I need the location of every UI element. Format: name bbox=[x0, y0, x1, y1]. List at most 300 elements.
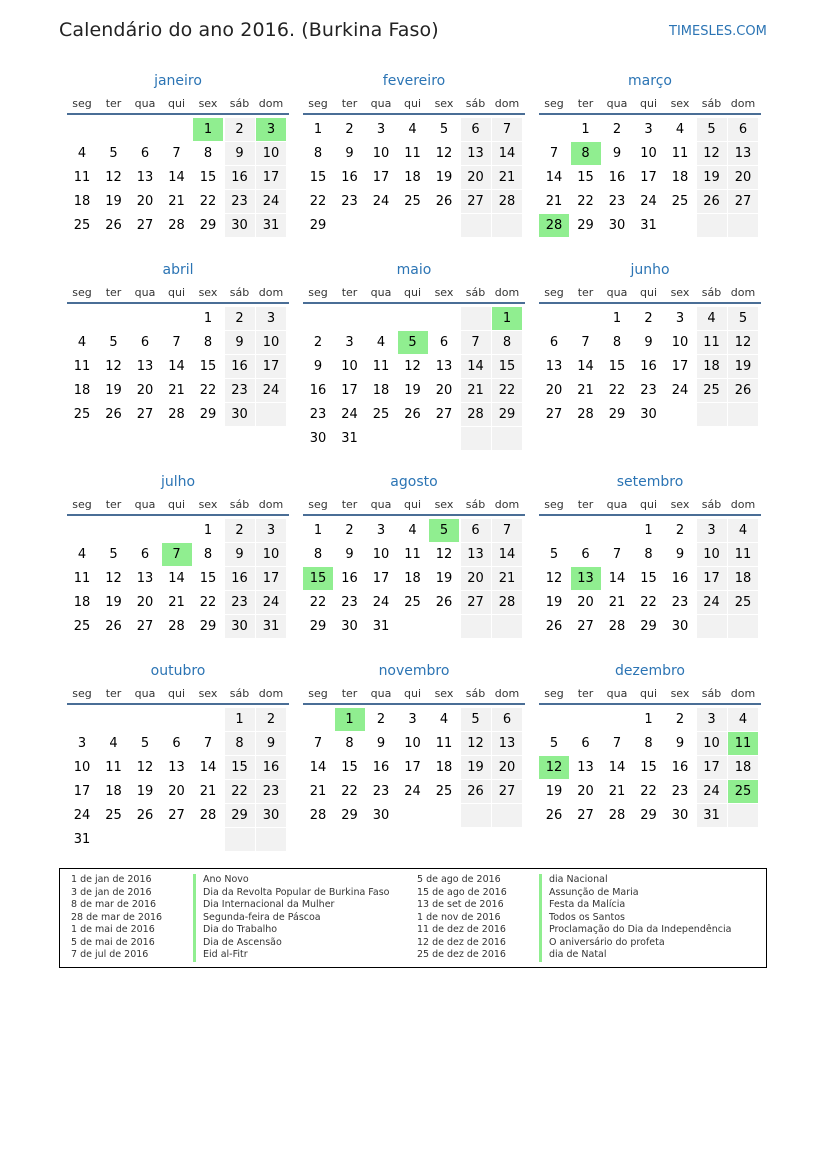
day-cell: 22 bbox=[309, 194, 327, 209]
day-cell: 25 bbox=[404, 595, 421, 610]
day-cell: 12 bbox=[435, 547, 453, 562]
month-name: setembro bbox=[616, 474, 684, 490]
day-cell: 29 bbox=[492, 403, 522, 426]
month-dezembro bbox=[539, 662, 761, 823]
weekday-label: seg bbox=[544, 97, 564, 110]
day-cell: 13 bbox=[168, 760, 185, 775]
day-cell: 14 bbox=[608, 760, 626, 775]
holiday-name: Segunda-feira de Páscoa bbox=[193, 912, 321, 925]
month-name: junho bbox=[630, 262, 670, 278]
day-cell: 4 bbox=[697, 307, 727, 330]
day-cell: 4 bbox=[109, 736, 118, 751]
day-cell: 12 bbox=[105, 571, 122, 586]
day-cell: 5 bbox=[697, 118, 727, 141]
weekday-label: dom bbox=[494, 498, 520, 511]
day-cell: 28 bbox=[577, 407, 594, 422]
day-cell: 24 bbox=[671, 383, 689, 398]
day-cell: 29 bbox=[608, 407, 626, 422]
weekday-label: qua bbox=[370, 286, 392, 299]
weekday-label: qui bbox=[167, 687, 185, 700]
weekday-label: sex bbox=[198, 286, 218, 299]
day-cell: 21 bbox=[492, 166, 522, 189]
day-cell: 26 bbox=[461, 780, 491, 803]
day-cell: 13 bbox=[461, 543, 491, 566]
day-cell: 22 bbox=[577, 194, 594, 209]
holiday-day-cell: 25 bbox=[728, 780, 758, 803]
day-cell: 19 bbox=[105, 383, 122, 398]
day-cell: 9 bbox=[225, 142, 255, 165]
empty-weekend-cell bbox=[728, 615, 758, 638]
day-cell: 31 bbox=[73, 832, 91, 847]
day-cell: 2 bbox=[225, 307, 255, 330]
weekday-label: dom bbox=[494, 286, 520, 299]
day-cell: 23 bbox=[640, 383, 657, 398]
day-cell: 27 bbox=[545, 407, 563, 422]
weekday-label: qua bbox=[134, 687, 156, 700]
day-cell: 9 bbox=[225, 543, 255, 566]
day-cell: 16 bbox=[256, 756, 286, 779]
holiday-name: O aniversário do profeta bbox=[539, 937, 665, 950]
weekday-label: seg bbox=[72, 687, 92, 700]
weekday-label: qua bbox=[606, 498, 628, 511]
day-cell: 8 bbox=[203, 146, 213, 161]
day-cell: 22 bbox=[199, 595, 217, 610]
day-cell: 27 bbox=[461, 591, 491, 614]
day-cell: 20 bbox=[577, 784, 594, 799]
empty-weekend-cell bbox=[256, 828, 286, 851]
weekday-label: seg bbox=[544, 687, 564, 700]
day-cell: 30 bbox=[341, 619, 358, 634]
holiday-date: 1 de jan de 2016 bbox=[71, 874, 152, 885]
day-cell: 3 bbox=[256, 519, 286, 542]
weekday-label: qui bbox=[403, 687, 421, 700]
day-cell: 7 bbox=[313, 736, 323, 751]
weekday-label: qua bbox=[606, 286, 628, 299]
day-cell: 22 bbox=[199, 194, 217, 209]
day-cell: 2 bbox=[376, 712, 386, 727]
day-cell: 26 bbox=[728, 379, 758, 402]
day-cell: 21 bbox=[577, 383, 594, 398]
day-cell: 3 bbox=[644, 122, 653, 137]
day-cell: 31 bbox=[640, 218, 657, 233]
day-cell: 16 bbox=[341, 571, 358, 586]
day-cell: 19 bbox=[545, 784, 563, 799]
day-cell: 1 bbox=[644, 712, 653, 727]
holiday-date: 13 de set de 2016 bbox=[417, 899, 504, 910]
empty-weekend-cell bbox=[256, 403, 286, 426]
day-cell: 28 bbox=[608, 619, 626, 634]
weekday-header bbox=[539, 284, 761, 304]
weekday-label: dom bbox=[730, 498, 756, 511]
day-cell: 26 bbox=[435, 595, 453, 610]
holiday-legend-item bbox=[71, 899, 335, 912]
day-cell: 19 bbox=[461, 756, 491, 779]
day-cell: 31 bbox=[372, 619, 390, 634]
day-cell: 1 bbox=[313, 523, 323, 538]
holiday-day-cell: 28 bbox=[539, 214, 569, 237]
day-cell: 27 bbox=[492, 780, 522, 803]
day-cell: 22 bbox=[199, 383, 217, 398]
month-novembro bbox=[303, 662, 525, 823]
day-cell: 25 bbox=[105, 808, 122, 823]
month-name: dezembro bbox=[615, 663, 685, 679]
day-cell: 9 bbox=[675, 736, 685, 751]
holiday-legend-item bbox=[417, 874, 608, 887]
day-cell: 10 bbox=[404, 736, 421, 751]
day-cell: 2 bbox=[345, 523, 354, 538]
holiday-legend-item bbox=[417, 949, 607, 962]
day-cell: 10 bbox=[372, 547, 390, 562]
day-cell: 5 bbox=[109, 146, 118, 161]
weekday-label: qui bbox=[167, 286, 185, 299]
day-cell: 18 bbox=[73, 194, 91, 209]
day-cell: 8 bbox=[313, 146, 323, 161]
empty-weekend-cell bbox=[697, 403, 727, 426]
weekday-label: seg bbox=[308, 687, 328, 700]
day-cell: 11 bbox=[404, 146, 421, 161]
day-cell: 31 bbox=[256, 214, 286, 237]
day-cell: 25 bbox=[435, 784, 453, 799]
weekday-label: qui bbox=[167, 498, 185, 511]
weekday-label: ter bbox=[341, 498, 358, 511]
weekday-label: sáb bbox=[465, 687, 486, 700]
month-julho bbox=[67, 473, 289, 634]
day-cell: 12 bbox=[105, 359, 122, 374]
day-cell: 23 bbox=[608, 194, 626, 209]
day-cell: 17 bbox=[73, 784, 91, 799]
day-cell: 10 bbox=[256, 543, 286, 566]
weekday-label: seg bbox=[308, 498, 328, 511]
weekday-label: sáb bbox=[229, 687, 250, 700]
day-cell: 22 bbox=[225, 780, 255, 803]
day-cell: 13 bbox=[136, 359, 154, 374]
day-cell: 18 bbox=[404, 170, 421, 185]
weekday-label: ter bbox=[105, 286, 122, 299]
day-cell: 3 bbox=[697, 708, 727, 731]
month-name: julho bbox=[160, 474, 196, 490]
day-cell: 18 bbox=[372, 383, 390, 398]
weekday-label: ter bbox=[577, 687, 594, 700]
weekday-label: sáb bbox=[229, 286, 250, 299]
month-name: agosto bbox=[390, 474, 438, 490]
day-cell: 5 bbox=[461, 708, 491, 731]
weekday-label: sex bbox=[198, 498, 218, 511]
day-cell: 25 bbox=[73, 218, 91, 233]
day-cell: 22 bbox=[309, 595, 327, 610]
weekday-header bbox=[303, 685, 525, 705]
weekday-header bbox=[67, 685, 289, 705]
day-cell: 12 bbox=[136, 760, 154, 775]
day-cell: 24 bbox=[697, 780, 727, 803]
day-cell: 18 bbox=[728, 756, 758, 779]
day-cell: 1 bbox=[313, 122, 323, 137]
holiday-name: Festa da Malícia bbox=[539, 899, 625, 912]
day-cell: 14 bbox=[199, 760, 217, 775]
day-cell: 5 bbox=[140, 736, 150, 751]
day-cell: 14 bbox=[608, 571, 626, 586]
day-cell: 18 bbox=[697, 355, 727, 378]
weekday-label: sex bbox=[670, 286, 690, 299]
day-cell: 12 bbox=[728, 331, 758, 354]
day-cell: 21 bbox=[168, 595, 185, 610]
day-cell: 11 bbox=[728, 543, 758, 566]
day-cell: 14 bbox=[492, 142, 522, 165]
day-cell: 24 bbox=[404, 784, 421, 799]
day-cell: 25 bbox=[73, 407, 91, 422]
day-cell: 9 bbox=[313, 359, 323, 374]
day-cell: 23 bbox=[225, 379, 255, 402]
weekday-header bbox=[539, 685, 761, 705]
empty-weekend-cell bbox=[728, 403, 758, 426]
day-cell: 24 bbox=[372, 194, 390, 209]
day-cell: 15 bbox=[199, 359, 217, 374]
day-cell: 23 bbox=[341, 595, 358, 610]
day-cell: 16 bbox=[341, 170, 358, 185]
day-cell: 30 bbox=[608, 218, 626, 233]
weekday-label: dom bbox=[730, 97, 756, 110]
day-cell: 6 bbox=[439, 335, 449, 350]
holiday-legend-item bbox=[417, 936, 665, 950]
weekday-label: sex bbox=[434, 286, 454, 299]
day-cell: 18 bbox=[73, 595, 91, 610]
day-cell: 13 bbox=[461, 142, 491, 165]
holiday-date: 3 de jan de 2016 bbox=[71, 886, 152, 898]
day-cell: 21 bbox=[309, 784, 327, 799]
weekday-label: qui bbox=[639, 97, 657, 110]
day-cell: 17 bbox=[671, 359, 689, 374]
site-link[interactable]: TIMESLES.COM bbox=[669, 24, 767, 39]
day-cell: 15 bbox=[608, 359, 626, 374]
day-cell: 12 bbox=[404, 359, 421, 374]
day-cell: 2 bbox=[675, 523, 685, 538]
holiday-legend-item bbox=[71, 874, 249, 887]
day-cell: 26 bbox=[105, 407, 122, 422]
day-cell: 16 bbox=[671, 760, 689, 775]
day-cell: 8 bbox=[345, 736, 354, 751]
month-name: janeiro bbox=[154, 73, 202, 89]
holiday-date: 28 de mar de 2016 bbox=[71, 911, 163, 923]
month-junho bbox=[539, 261, 761, 422]
day-cell: 26 bbox=[697, 190, 727, 213]
day-cell: 27 bbox=[136, 619, 154, 634]
holiday-name: Dia da Revolta Popular de Burkina Faso bbox=[193, 887, 389, 900]
day-cell: 10 bbox=[341, 359, 358, 374]
day-cell: 2 bbox=[256, 708, 286, 731]
day-cell: 21 bbox=[461, 379, 491, 402]
empty-weekend-cell bbox=[492, 804, 522, 827]
day-cell: 21 bbox=[199, 784, 217, 799]
day-cell: 11 bbox=[697, 331, 727, 354]
weekday-header bbox=[67, 496, 289, 516]
holiday-day-cell: 1 bbox=[193, 118, 223, 141]
day-cell: 3 bbox=[376, 523, 386, 538]
day-cell: 22 bbox=[640, 595, 657, 610]
day-cell: 9 bbox=[675, 547, 685, 562]
holiday-day-cell: 13 bbox=[571, 567, 601, 590]
day-cell: 21 bbox=[608, 595, 626, 610]
weekday-label: qua bbox=[370, 97, 392, 110]
holiday-legend-left bbox=[71, 874, 390, 962]
day-cell: 10 bbox=[256, 331, 286, 354]
day-cell: 20 bbox=[461, 166, 491, 189]
day-cell: 7 bbox=[549, 146, 559, 161]
day-cell: 6 bbox=[728, 118, 758, 141]
weekday-label: sáb bbox=[229, 498, 250, 511]
day-cell: 28 bbox=[199, 808, 217, 823]
day-cell: 23 bbox=[225, 591, 255, 614]
weekday-label: sáb bbox=[465, 498, 486, 511]
day-cell: 14 bbox=[168, 359, 185, 374]
empty-weekend-cell bbox=[492, 214, 522, 237]
day-cell: 18 bbox=[435, 760, 453, 775]
holiday-legend-item bbox=[71, 886, 390, 900]
weekday-label: sáb bbox=[229, 97, 250, 110]
day-cell: 23 bbox=[309, 407, 327, 422]
holiday-name: Assunção de Maria bbox=[539, 887, 639, 900]
day-cell: 2 bbox=[612, 122, 622, 137]
day-cell: 24 bbox=[256, 379, 286, 402]
day-cell: 20 bbox=[136, 383, 154, 398]
day-cell: 3 bbox=[256, 307, 286, 330]
weekday-label: dom bbox=[258, 97, 284, 110]
weekday-label: qua bbox=[370, 687, 392, 700]
day-cell: 6 bbox=[172, 736, 181, 751]
day-cell: 13 bbox=[136, 571, 154, 586]
day-cell: 7 bbox=[461, 331, 491, 354]
day-cell: 19 bbox=[105, 194, 122, 209]
weekday-header bbox=[67, 284, 289, 304]
day-cell: 2 bbox=[225, 118, 255, 141]
day-cell: 7 bbox=[172, 146, 181, 161]
day-cell: 8 bbox=[612, 335, 622, 350]
day-cell: 27 bbox=[728, 190, 758, 213]
weekday-label: sáb bbox=[701, 498, 722, 511]
day-cell: 29 bbox=[199, 407, 217, 422]
day-cell: 4 bbox=[728, 708, 758, 731]
day-cell: 3 bbox=[697, 519, 727, 542]
day-cell: 26 bbox=[545, 808, 563, 823]
day-cell: 15 bbox=[199, 170, 217, 185]
holiday-day-cell: 7 bbox=[162, 543, 192, 566]
day-cell: 5 bbox=[549, 736, 559, 751]
day-cell: 29 bbox=[309, 619, 327, 634]
day-cell: 26 bbox=[545, 619, 563, 634]
day-cell: 11 bbox=[105, 760, 122, 775]
day-cell: 2 bbox=[225, 519, 255, 542]
day-cell: 4 bbox=[77, 547, 87, 562]
weekday-label: dom bbox=[258, 286, 284, 299]
holiday-legend-item bbox=[71, 949, 248, 962]
day-cell: 5 bbox=[109, 547, 118, 562]
holiday-name: dia Nacional bbox=[539, 874, 608, 887]
day-cell: 9 bbox=[376, 736, 386, 751]
empty-weekend-cell bbox=[461, 427, 491, 450]
weekday-label: sex bbox=[670, 498, 690, 511]
day-cell: 29 bbox=[577, 218, 594, 233]
day-cell: 28 bbox=[168, 619, 185, 634]
day-cell: 28 bbox=[309, 808, 327, 823]
day-cell: 26 bbox=[435, 194, 453, 209]
day-cell: 17 bbox=[256, 355, 286, 378]
day-cell: 2 bbox=[675, 712, 685, 727]
holiday-day-cell: 3 bbox=[256, 118, 286, 141]
day-cell: 17 bbox=[697, 756, 727, 779]
day-cell: 5 bbox=[549, 547, 559, 562]
day-cell: 4 bbox=[376, 335, 386, 350]
day-cell: 9 bbox=[644, 335, 653, 350]
day-cell: 21 bbox=[608, 784, 626, 799]
weekday-label: ter bbox=[341, 687, 358, 700]
day-cell: 19 bbox=[435, 170, 453, 185]
month-agosto bbox=[303, 473, 525, 634]
day-cell: 20 bbox=[461, 567, 491, 590]
holiday-legend-right bbox=[417, 874, 732, 962]
weekday-label: ter bbox=[577, 97, 594, 110]
day-cell: 18 bbox=[671, 170, 689, 185]
day-cell: 8 bbox=[492, 331, 522, 354]
day-cell: 1 bbox=[203, 523, 213, 538]
holiday-date: 15 de ago de 2016 bbox=[417, 886, 507, 898]
weekday-label: qua bbox=[134, 498, 156, 511]
day-cell: 27 bbox=[577, 619, 594, 634]
day-cell: 15 bbox=[225, 756, 255, 779]
weekday-label: sex bbox=[198, 97, 218, 110]
day-cell: 7 bbox=[203, 736, 213, 751]
weekday-label: qua bbox=[134, 286, 156, 299]
day-cell: 30 bbox=[671, 619, 689, 634]
day-cell: 15 bbox=[492, 355, 522, 378]
day-cell: 28 bbox=[461, 403, 491, 426]
day-cell: 15 bbox=[199, 571, 217, 586]
month-março bbox=[539, 72, 761, 233]
day-cell: 12 bbox=[105, 170, 122, 185]
day-cell: 9 bbox=[225, 331, 255, 354]
day-cell: 1 bbox=[612, 311, 622, 326]
weekday-label: qua bbox=[370, 498, 392, 511]
day-cell: 16 bbox=[640, 359, 657, 374]
weekday-label: sáb bbox=[701, 687, 722, 700]
day-cell: 15 bbox=[309, 170, 327, 185]
day-cell: 18 bbox=[73, 383, 91, 398]
day-cell: 17 bbox=[640, 170, 657, 185]
weekday-header bbox=[539, 95, 761, 115]
day-cell: 1 bbox=[644, 523, 653, 538]
day-cell: 8 bbox=[644, 736, 653, 751]
day-cell: 16 bbox=[372, 760, 390, 775]
day-cell: 30 bbox=[225, 214, 255, 237]
holiday-name: Dia de Ascensão bbox=[193, 937, 282, 950]
day-cell: 28 bbox=[492, 591, 522, 614]
day-cell: 19 bbox=[435, 571, 453, 586]
holiday-date: 11 de dez de 2016 bbox=[417, 924, 506, 935]
weekday-label: seg bbox=[72, 286, 92, 299]
day-cell: 2 bbox=[313, 335, 323, 350]
weekday-label: qui bbox=[403, 286, 421, 299]
day-cell: 20 bbox=[136, 194, 154, 209]
day-cell: 4 bbox=[408, 122, 417, 137]
day-cell: 30 bbox=[640, 407, 657, 422]
empty-weekend-cell bbox=[728, 214, 758, 237]
weekday-label: dom bbox=[494, 97, 520, 110]
holiday-day-cell: 11 bbox=[728, 732, 758, 755]
holiday-legend-item bbox=[71, 924, 278, 937]
day-cell: 24 bbox=[372, 595, 390, 610]
day-cell: 16 bbox=[608, 170, 626, 185]
day-cell: 17 bbox=[372, 571, 390, 586]
weekday-label: qui bbox=[639, 498, 657, 511]
day-cell: 6 bbox=[140, 547, 150, 562]
day-cell: 23 bbox=[225, 190, 255, 213]
